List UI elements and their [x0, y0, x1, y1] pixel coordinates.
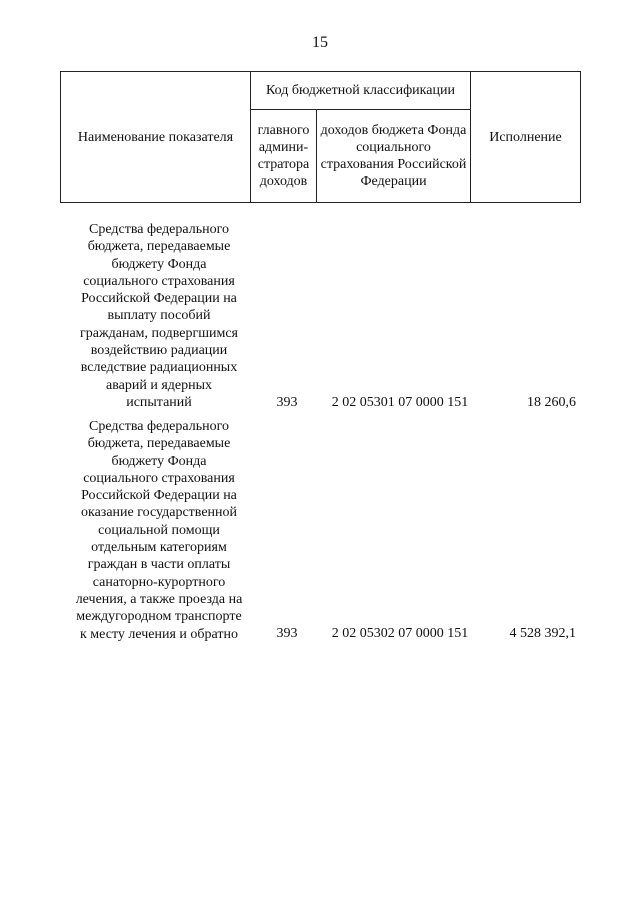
header-name: Наименование показателя: [61, 72, 251, 203]
row-admin-code: 393: [276, 395, 298, 410]
header-income: доходов бюджета Фонда социального страхования Российской Федерации: [317, 110, 471, 203]
header-admin: главного админи-стратора доходов: [251, 110, 317, 203]
row-execution-value: 4 528 392,1: [509, 626, 576, 641]
row-budget-code: 2 02 05301 07 0000 151: [331, 395, 469, 410]
row-name: Средства федерального бюджета, передаваемые бюджету Фонда социального страхования Российской Федерации на выплату пособий гражданам, подвергшимся воздействию радиации вследствие радиационных аварий и ядерных испытаний: [79, 222, 238, 410]
row-admin-code: 393: [276, 626, 298, 641]
header-execution: Исполнение: [471, 72, 581, 203]
row-name: Средства федерального бюджета, передаваемые бюджету Фонда социального страхования Российской Федерации на оказание государственной социальной помощи отдельным категориям граждан в части оплаты санаторно-курортного лечения, а также проезда на междугородном транспорте к месту лечения и обратно: [75, 419, 243, 642]
row-budget-code: 2 02 05302 07 0000 151: [331, 626, 469, 641]
page-number: 15: [312, 34, 328, 51]
row-execution-value: 18 260,6: [527, 395, 576, 410]
header-code-group: Код бюджетной классификации: [251, 72, 471, 110]
table-row: [60, 418, 580, 644]
table-row: [60, 221, 580, 413]
table-header: [60, 71, 581, 203]
